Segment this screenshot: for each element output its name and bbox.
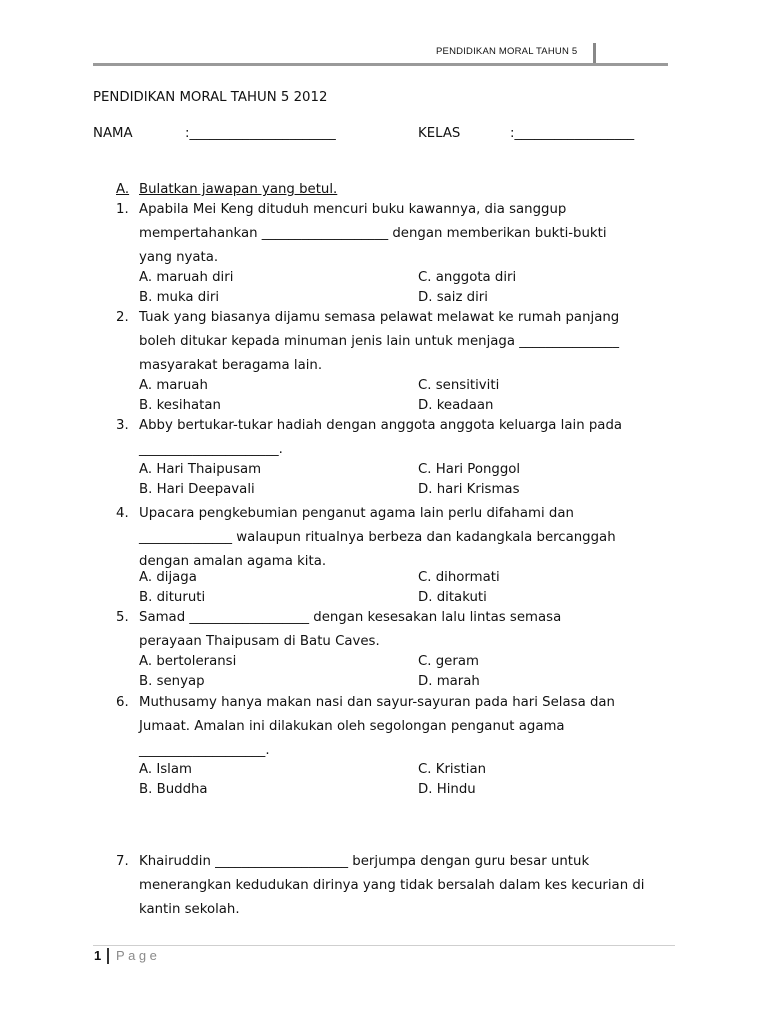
answer-option[interactable]: A. Hari Thaipusam bbox=[139, 462, 262, 477]
question-text: Upacara pengkebumian penganut agama lain perlu difahami dan bbox=[139, 506, 574, 521]
nama-label: NAMA bbox=[93, 126, 133, 141]
answer-option[interactable]: B. dituruti bbox=[139, 590, 206, 605]
answer-option[interactable]: C. Kristian bbox=[418, 762, 487, 777]
question-text: perayaan Thaipusam di Batu Caves. bbox=[139, 634, 380, 649]
running-header: PENDIDIKAN MORAL TAHUN 5 bbox=[436, 46, 578, 57]
answer-option[interactable]: A. dijaga bbox=[139, 570, 197, 585]
answer-option[interactable]: B. Buddha bbox=[139, 782, 208, 797]
section-instruction: Bulatkan jawapan yang betul. bbox=[139, 182, 338, 197]
header-rule bbox=[93, 63, 668, 66]
question-text: mempertahankan ___________________ dengan memberikan bukti-bukti bbox=[139, 226, 607, 241]
footer-divider bbox=[107, 948, 109, 964]
answer-option[interactable]: D. marah bbox=[418, 674, 480, 689]
answer-option[interactable]: D. ditakuti bbox=[418, 590, 487, 605]
page-label: Page bbox=[116, 948, 161, 963]
question-text: ___________________. bbox=[139, 743, 270, 758]
question-number: 1. bbox=[116, 202, 129, 217]
answer-option[interactable]: B. muka diri bbox=[139, 290, 220, 305]
question-text: Jumaat. Amalan ini dilakukan oleh segolongan penganut agama bbox=[139, 719, 565, 734]
question-text: boleh ditukar kepada minuman jenis lain untuk menjaga _______________ bbox=[139, 334, 619, 349]
answer-option[interactable]: C. dihormati bbox=[418, 570, 500, 585]
question-text: kantin sekolah. bbox=[139, 902, 240, 917]
answer-option[interactable]: C. Hari Ponggol bbox=[418, 462, 521, 477]
question-text: menerangkan kedudukan dirinya yang tidak bersalah dalam kes kecurian di bbox=[139, 878, 645, 893]
question-text: Samad __________________ dengan kesesakan lalu lintas semasa bbox=[139, 610, 562, 625]
page-number: 1 bbox=[94, 948, 102, 963]
nama-field[interactable]: :______________________ bbox=[185, 126, 336, 141]
answer-option[interactable]: C. anggota diri bbox=[418, 270, 517, 285]
question-number: 3. bbox=[116, 418, 129, 433]
question-text: Tuak yang biasanya dijamu semasa pelawat melawat ke rumah panjang bbox=[139, 310, 620, 325]
answer-option[interactable]: A. maruah bbox=[139, 378, 208, 393]
answer-option[interactable]: B. Hari Deepavali bbox=[139, 482, 255, 497]
answer-option[interactable]: B. senyap bbox=[139, 674, 205, 689]
footer-rule bbox=[93, 945, 675, 946]
question-text: ______________ walaupun ritualnya berbeza dan kadangkala bercanggah bbox=[139, 530, 616, 545]
page-title: PENDIDIKAN MORAL TAHUN 5 2012 bbox=[93, 90, 328, 105]
question-text: Muthusamy hanya makan nasi dan sayur-sayuran pada hari Selasa dan bbox=[139, 695, 615, 710]
question-number: 6. bbox=[116, 695, 129, 710]
answer-option[interactable]: B. kesihatan bbox=[139, 398, 221, 413]
question-number: 2. bbox=[116, 310, 129, 325]
header-divider bbox=[593, 43, 596, 64]
question-text: Apabila Mei Keng dituduh mencuri buku kawannya, dia sanggup bbox=[139, 202, 567, 217]
answer-option[interactable]: C. sensitiviti bbox=[418, 378, 500, 393]
kelas-field[interactable]: :__________________ bbox=[510, 126, 635, 141]
answer-option[interactable]: D. saiz diri bbox=[418, 290, 488, 305]
question-number: 5. bbox=[116, 610, 129, 625]
answer-option[interactable]: A. Islam bbox=[139, 762, 192, 777]
answer-option[interactable]: A. maruah diri bbox=[139, 270, 234, 285]
question-text: dengan amalan agama kita. bbox=[139, 554, 327, 569]
kelas-label: KELAS bbox=[418, 126, 461, 141]
answer-option[interactable]: D. keadaan bbox=[418, 398, 494, 413]
question-text: masyarakat beragama lain. bbox=[139, 358, 323, 373]
answer-option[interactable]: D. Hindu bbox=[418, 782, 476, 797]
question-text: _____________________. bbox=[139, 442, 283, 457]
question-number: 7. bbox=[116, 854, 129, 869]
section-marker: A. bbox=[116, 182, 130, 197]
question-number: 4. bbox=[116, 506, 129, 521]
answer-option[interactable]: C. geram bbox=[418, 654, 479, 669]
question-text: yang nyata. bbox=[139, 250, 219, 265]
answer-option[interactable]: A. bertoleransi bbox=[139, 654, 237, 669]
question-text: Abby bertukar-tukar hadiah dengan anggota anggota keluarga lain pada bbox=[139, 418, 623, 433]
answer-option[interactable]: D. hari Krismas bbox=[418, 482, 520, 497]
question-text: Khairuddin ____________________ berjumpa dengan guru besar untuk bbox=[139, 854, 590, 869]
